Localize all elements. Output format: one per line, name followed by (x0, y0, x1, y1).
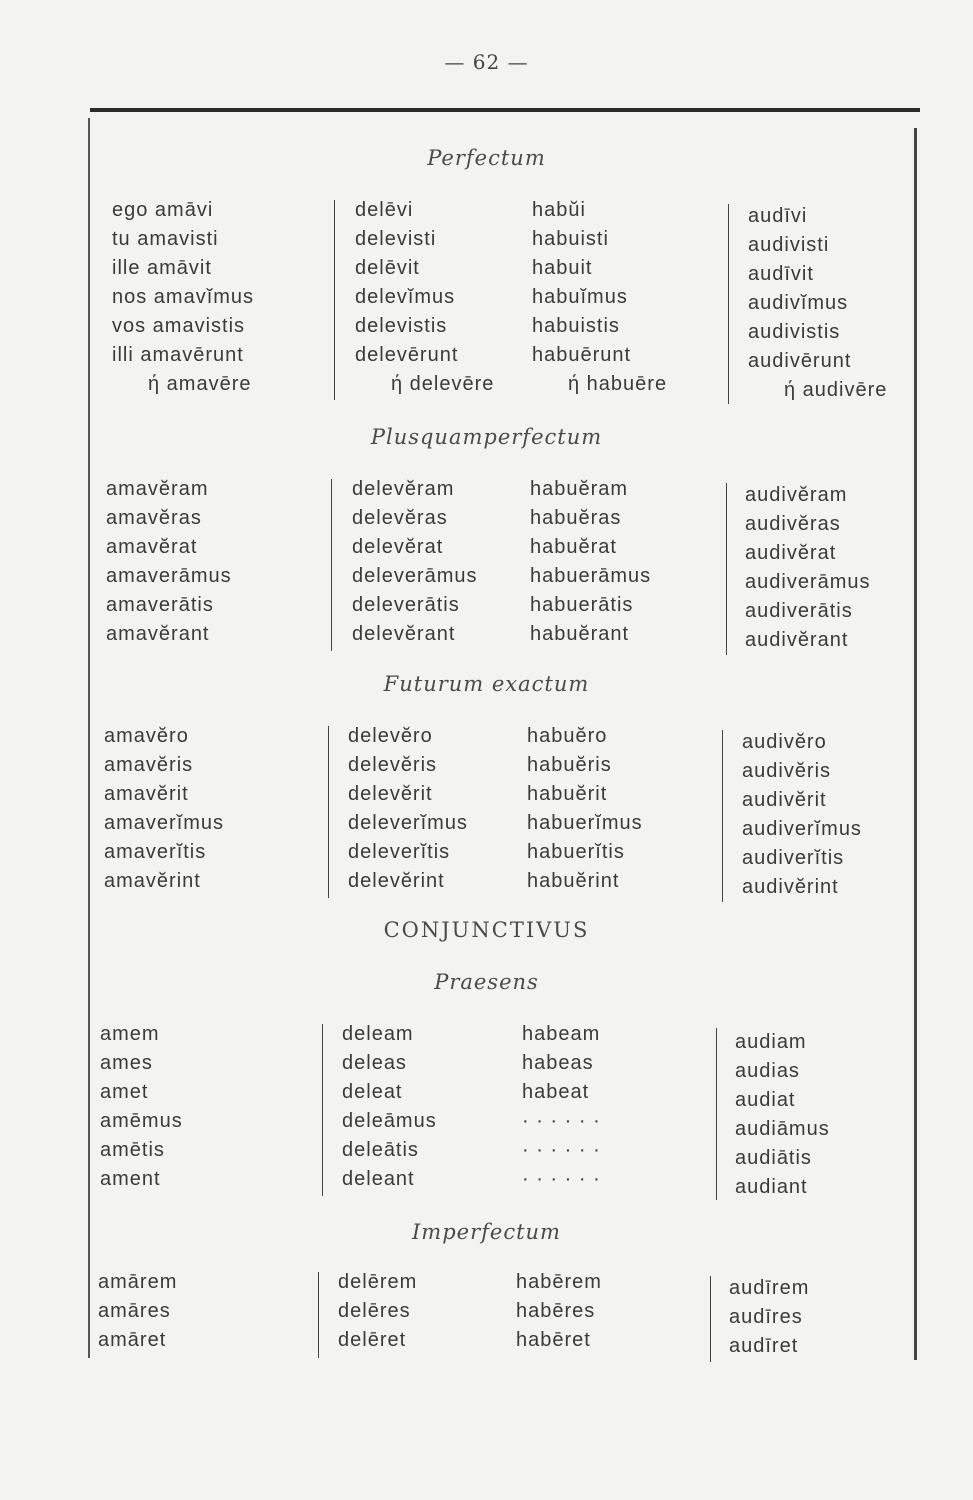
perfectum-col-3 (532, 196, 667, 399)
cell: deleam (342, 1023, 414, 1045)
futurum-exactum-col-2 (348, 722, 468, 896)
cell: delevistis (355, 315, 448, 337)
cell: habuĕrant (530, 623, 630, 645)
futurum-exactum-col-1 (104, 722, 224, 896)
cell: habuĕras (530, 507, 622, 529)
cell: habuerāmus (530, 565, 652, 587)
praesens-table (0, 1020, 973, 1200)
cell: amaverĭmus (104, 812, 225, 834)
section-title-perfectum: Perfectum (427, 146, 546, 170)
cell: habuĕro (527, 725, 608, 747)
cell: deleant (342, 1168, 415, 1190)
cell: deleāmus (342, 1110, 437, 1132)
page-number: — 62 — (444, 50, 529, 74)
praesens-col-3 (522, 1020, 601, 1194)
cell: delēvi (355, 199, 414, 221)
cell: delevērunt (355, 344, 459, 366)
perfectum-col-4 (748, 202, 887, 405)
column-divider (328, 726, 329, 898)
column-divider (726, 483, 727, 655)
cell: audīret (729, 1335, 799, 1357)
cell: · · · · · · (522, 1110, 601, 1132)
futurum-exactum-col-3 (527, 722, 643, 896)
imperfectum-col-2 (338, 1268, 417, 1355)
cell: amavĕrint (104, 870, 201, 892)
cell: amavĕrant (106, 623, 210, 645)
cell: tu amavisti (112, 228, 219, 250)
cell: habuerātis (530, 594, 634, 616)
cell: ή habuēre (568, 373, 668, 395)
cell: audivĕro (742, 731, 827, 753)
cell: amāres (98, 1300, 171, 1322)
cell: amārem (98, 1271, 178, 1293)
cell: audiātis (735, 1147, 812, 1169)
cell: audiverĭmus (742, 818, 862, 840)
cell: delevĕrint (348, 870, 445, 892)
cell: audīres (729, 1306, 803, 1328)
praesens-col-1 (100, 1020, 183, 1194)
column-divider (710, 1276, 711, 1362)
cell: amavĕris (104, 754, 194, 776)
column-divider (331, 479, 332, 651)
cell: audiāmus (735, 1118, 830, 1140)
cell: habuĕrint (527, 870, 620, 892)
column-divider (722, 730, 723, 902)
cell: amāret (98, 1329, 167, 1351)
cell: amavĕrit (104, 783, 189, 805)
cell: habeat (522, 1081, 590, 1103)
perfectum-col-1 (112, 196, 254, 399)
column-divider (318, 1272, 319, 1358)
cell: delevĭmus (355, 286, 456, 308)
cell: audiant (735, 1176, 808, 1198)
cell: amaverāmus (106, 565, 232, 587)
cell: audīvi (748, 205, 808, 227)
cell: · · · · · · (522, 1139, 601, 1161)
cell: audias (735, 1060, 800, 1082)
cell: amem (100, 1023, 160, 1045)
cell: habeam (522, 1023, 601, 1045)
cell: vos amavistis (112, 315, 246, 337)
cell: audivĕrit (742, 789, 827, 811)
cell: delēvit (355, 257, 420, 279)
cell: deleverĭmus (348, 812, 468, 834)
cell: audīrem (729, 1277, 810, 1299)
column-divider (728, 204, 729, 404)
cell: habuistis (532, 315, 620, 337)
perfectum-col-2 (355, 196, 494, 399)
cell: delevisti (355, 228, 437, 250)
cell: delevĕrat (352, 536, 444, 558)
section-title-imperfectum: Imperfectum (412, 1220, 561, 1244)
column-divider (322, 1024, 323, 1196)
cell: audivĕrant (745, 629, 849, 651)
cell: habuĕris (527, 754, 612, 776)
cell: ille amāvit (112, 257, 212, 279)
cell: audivĕram (745, 484, 848, 506)
futurum-exactum-col-4 (742, 728, 862, 902)
cell: audivisti (748, 234, 830, 256)
cell: habŭi (532, 199, 586, 221)
imperfectum-col-3 (516, 1268, 602, 1355)
cell: delēret (338, 1329, 407, 1351)
cell: audivĭmus (748, 292, 849, 314)
cell: amavĕrat (106, 536, 198, 558)
cell: habērem (516, 1271, 602, 1293)
cell: ego amāvi (112, 199, 214, 221)
cell: habuisti (532, 228, 609, 250)
cell: ή amavēre (148, 373, 252, 395)
cell: deleverātis (352, 594, 460, 616)
cell: amaverĭtis (104, 841, 207, 863)
cell: illi amavērunt (112, 344, 244, 366)
cell: deleverĭtis (348, 841, 451, 863)
cell: ames (100, 1052, 153, 1074)
cell: nos amavĭmus (112, 286, 255, 308)
cell: amet (100, 1081, 149, 1103)
cell: habuĕrit (527, 783, 608, 805)
plusquamperfectum-table (0, 475, 973, 655)
cell: deleat (342, 1081, 403, 1103)
cell: amētis (100, 1139, 165, 1161)
plusquamperfectum-col-4 (745, 481, 871, 655)
cell: audivĕris (742, 760, 832, 782)
cell: audiam (735, 1031, 807, 1053)
imperfectum-table (0, 1268, 973, 1363)
cell: audivĕrat (745, 542, 837, 564)
cell: deleātis (342, 1139, 419, 1161)
cell: habuit (532, 257, 593, 279)
futurum-exactum-table (0, 722, 973, 902)
cell: audivistis (748, 321, 841, 343)
cell: delevĕris (348, 754, 438, 776)
cell: habēret (516, 1329, 591, 1351)
cell: amēmus (100, 1110, 183, 1132)
cell: delevĕrant (352, 623, 456, 645)
cell: deleas (342, 1052, 407, 1074)
section-title-conjunctivus: CONJUNCTIVUS (383, 918, 590, 942)
cell: ή delevēre (391, 373, 495, 395)
plusquamperfectum-col-2 (352, 475, 478, 649)
top-rule (90, 108, 920, 112)
cell: delevĕrit (348, 783, 433, 805)
section-title-futurum-exactum: Futurum exactum (383, 672, 590, 696)
cell: delevĕras (352, 507, 448, 529)
column-divider (716, 1028, 717, 1200)
cell: audiverātis (745, 600, 853, 622)
cell: audiverĭtis (742, 847, 845, 869)
perfectum-table (0, 196, 973, 406)
imperfectum-col-1 (98, 1268, 177, 1355)
cell: delevĕram (352, 478, 455, 500)
cell: ament (100, 1168, 161, 1190)
cell: habeas (522, 1052, 594, 1074)
cell: · · · · · · (522, 1168, 601, 1190)
cell: delēres (338, 1300, 411, 1322)
plusquamperfectum-col-3 (530, 475, 651, 649)
cell: habuĭmus (532, 286, 628, 308)
section-title-plusquamperfectum: Plusquamperfectum (370, 425, 603, 449)
cell: habēres (516, 1300, 596, 1322)
cell: habuĕrat (530, 536, 617, 558)
cell: audivērunt (748, 350, 852, 372)
cell: audīvit (748, 263, 814, 285)
imperfectum-col-4 (729, 1274, 809, 1361)
cell: ή audivēre (784, 379, 888, 401)
cell: amavĕram (106, 478, 209, 500)
cell: audiverāmus (745, 571, 871, 593)
cell: habuĕram (530, 478, 629, 500)
column-divider (334, 200, 335, 400)
praesens-col-2 (342, 1020, 437, 1194)
cell: deleverāmus (352, 565, 478, 587)
cell: audiat (735, 1089, 796, 1111)
praesens-col-4 (735, 1028, 830, 1202)
cell: audivĕras (745, 513, 841, 535)
cell: amavĕro (104, 725, 189, 747)
cell: audivĕrint (742, 876, 839, 898)
plusquamperfectum-col-1 (106, 475, 232, 649)
section-title-praesens: Praesens (434, 970, 539, 994)
cell: delevĕro (348, 725, 433, 747)
cell: amavĕras (106, 507, 202, 529)
cell: amaverātis (106, 594, 214, 616)
cell: delērem (338, 1271, 418, 1293)
cell: habuerĭtis (527, 841, 625, 863)
cell: habuerĭmus (527, 812, 643, 834)
cell: habuērunt (532, 344, 632, 366)
